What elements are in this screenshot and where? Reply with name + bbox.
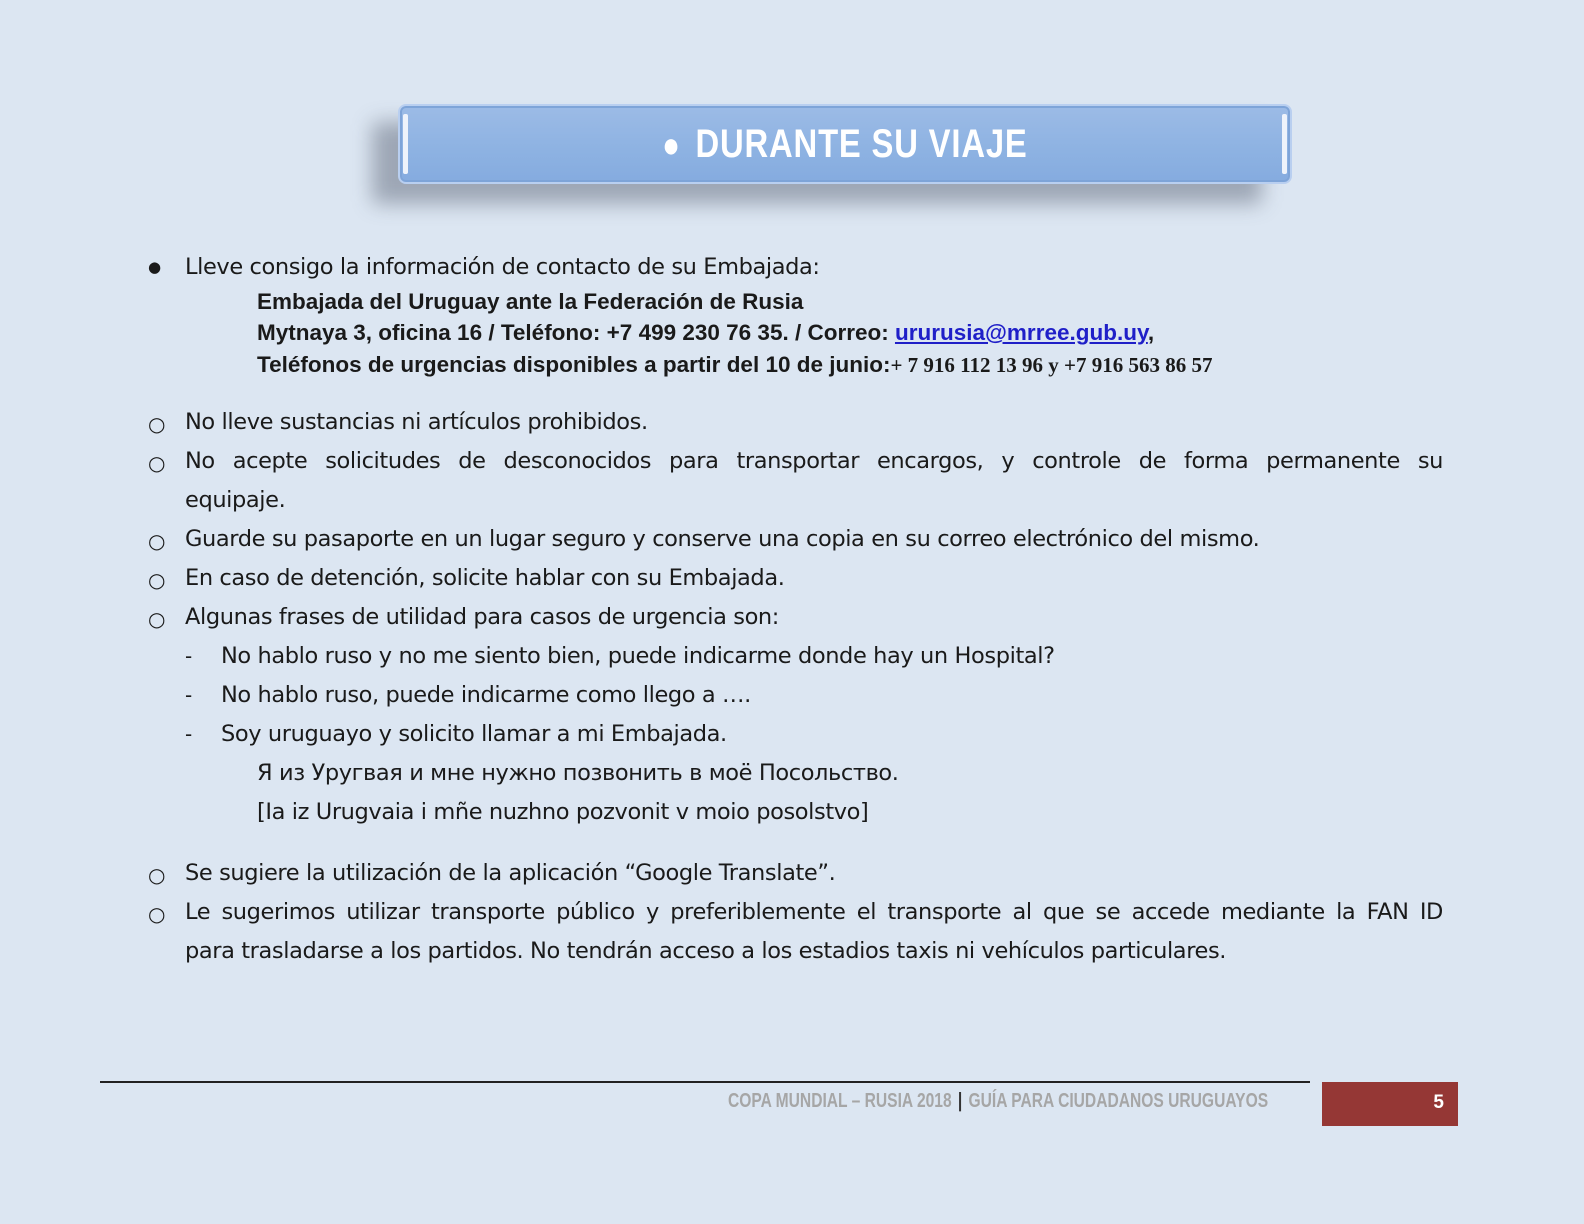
section-banner [398,104,1292,184]
page-title [662,122,1027,167]
list-item: Se sugiere la utilización de la aplicación “Google Translate”. [185,860,836,886]
bullet-dash: - [185,683,193,707]
urgency-phones [257,350,1213,380]
bullet-dash: - [185,644,193,668]
title-bullet: ● [662,123,681,165]
phrase-item: No hablo ruso, puede indicarme como llego a …. [221,682,751,708]
embassy-address [257,318,1154,348]
list-item: Guarde su pasaporte en un lugar seguro y conserve una copia en su correo electrónico del mismo. [185,526,1260,552]
phrase-item: Soy uruguayo y solicito llamar a mi Embajada. [221,721,727,747]
phrase-item: No hablo ruso y no me siento bien, puede indicarme donde hay un Hospital? [221,643,1055,669]
bullet-filled: ● [148,258,162,276]
list-item: No lleve sustancias ni artículos prohibidos. [185,409,648,435]
footer-caption [728,1090,1268,1113]
banner-cap-right [1282,114,1287,174]
page-number-box [1322,1082,1458,1126]
address-phone: Mytnaya 3, oficina 16 / Teléfono: +7 499 230 76 35. / Correo: [257,320,895,345]
bullet-circle: ○ [148,863,166,887]
list-item: No acepte solicitudes de desconocidos para transportar encargos, y controle de forma permanente su [185,448,1443,474]
russian-transliteration: [Ia iz Urugvaia i mñe nuzhno pozvonit v moio posolstvo] [257,799,869,825]
list-item: Algunas frases de utilidad para casos de urgencia son: [185,604,779,630]
list-item: Le sugerimos utilizar transporte público y preferiblemente el transporte al que se accede mediante la FAN ID [185,899,1443,925]
list-item-continued: para trasladarse a los partidos. No tendrán acceso a los estadios taxis ni vehículos particulares. [185,938,1227,964]
bullet-circle: ○ [148,529,166,553]
bullet-circle: ○ [148,412,166,436]
bullet-circle: ○ [148,902,166,926]
email-link[interactable]: ururusia@mrree.gub.uy [894,320,1148,345]
bullet-circle: ○ [148,568,166,592]
banner-cap-left [403,114,408,174]
list-item-continued: equipaje. [185,487,286,513]
urgency-numbers: + 7 916 112 13 96 y +7 916 563 86 57 [890,353,1213,377]
bullet-dash: - [185,722,193,746]
footer-right: GUÍA PARA CIUDADANOS URUGUAYOS [968,1090,1269,1112]
footer-left: COPA MUNDIAL – RUSIA 2018 [728,1090,952,1112]
footer-separator: | [957,1090,963,1112]
russian-phrase: Я из Уругвая и мне нужно позвонить в моё Посольство. [257,760,899,786]
page-number: 5 [1433,1092,1444,1113]
title-text: DURANTE SU VIAJE [695,121,1028,166]
email-suffix: , [1147,320,1155,345]
intro-text: Lleve consigo la información de contacto de su Embajada: [185,254,820,280]
bullet-circle: ○ [148,607,166,631]
urgency-label: Teléfonos de urgencias disponibles a partir del 10 de junio: [257,352,891,377]
embassy-name: Embajada del Uruguay ante la Federación de Rusia [257,289,804,314]
list-item: En caso de detención, solicite hablar con su Embajada. [185,565,785,591]
footer-divider [100,1081,1310,1083]
bullet-circle: ○ [148,451,166,475]
